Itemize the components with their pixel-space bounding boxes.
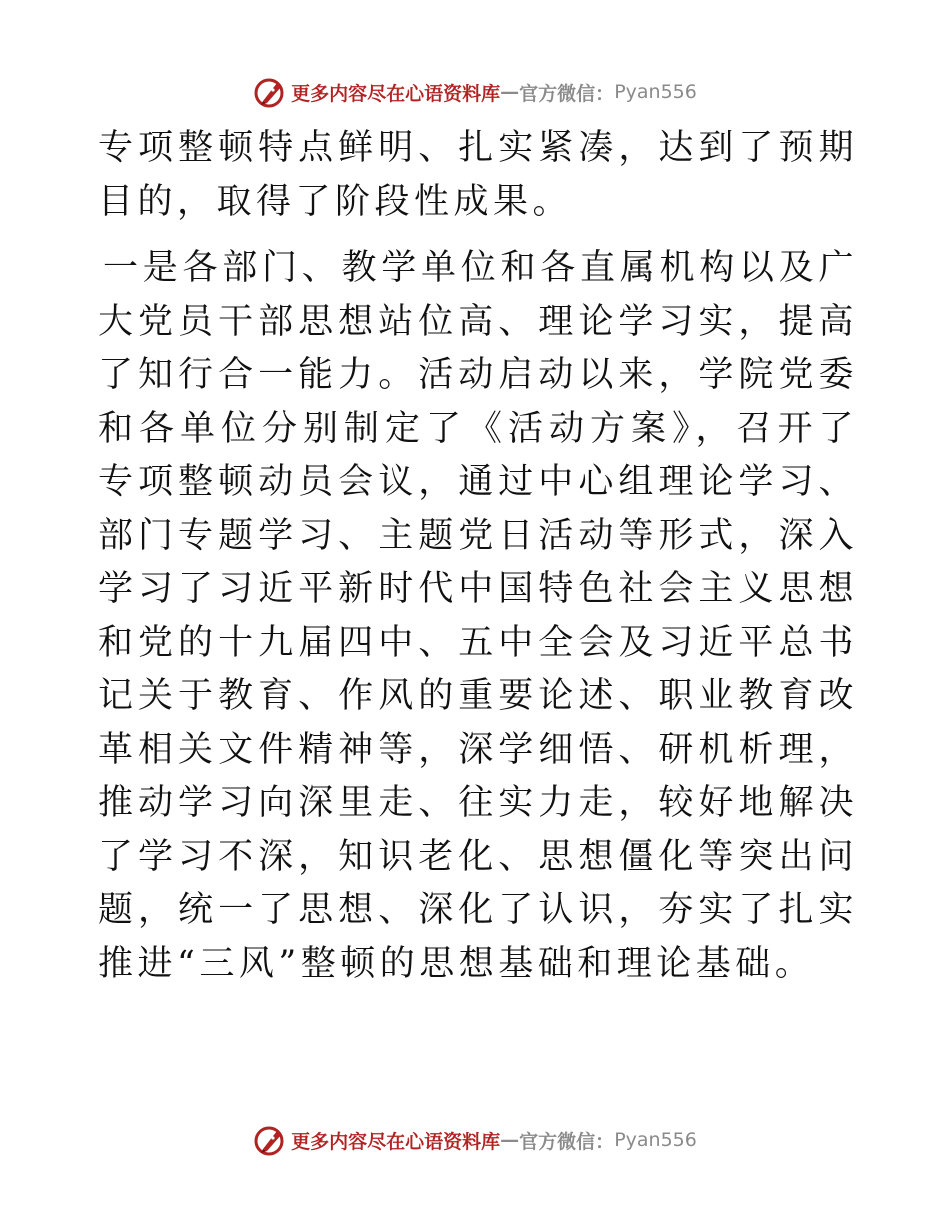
pen-nib-logo-icon — [253, 1123, 287, 1157]
watermark-separator: — — [500, 1129, 520, 1151]
watermark-wechat-id: Pyan556 — [614, 81, 697, 103]
watermark-brand: 更多内容尽在心语资料库 — [291, 1130, 501, 1153]
watermark-wechat-id: Pyan556 — [614, 1129, 697, 1151]
watermark-brand: 更多内容尽在心语资料库 — [291, 82, 501, 105]
watermark-contact: 官方微信： — [519, 1130, 615, 1153]
watermark-separator: — — [500, 81, 520, 103]
watermark-contact: 官方微信： — [519, 82, 615, 105]
header-watermark — [0, 72, 950, 112]
document-body — [98, 122, 858, 991]
paragraph-1: 专项整顿特点鲜明、扎实紧凑，达到了预期目的，取得了阶段性成果。 — [98, 128, 858, 222]
paragraph-2: 一是各部门、教学单位和各直属机构以及广大党员干部思想站位高、理论学习实，提高了知行合一能力。活动启动以来，学院党委和各单位分别制定了《活动方案》，召开了专项整顿动员会议，通过中心组理论学习、部门专题学习、主题党日活动等形式，深入学习了习近平新时代中国特色社会主义思想和党的十九届四中、五中全会及习近平总书记关于教育、作风的重要论述、职业教育改革相关文件精神等，深学细悟、研机析理，推动学习向深里走、往实力走，较好地解决了学习不深，知识老化、思想僵化等突出问题，统一了思想、深化了认识，夯实了扎实推进“三风”整顿的思想基础和理论基础。 — [98, 248, 858, 984]
pen-nib-logo-icon — [253, 75, 287, 109]
footer-watermark — [0, 1120, 950, 1160]
